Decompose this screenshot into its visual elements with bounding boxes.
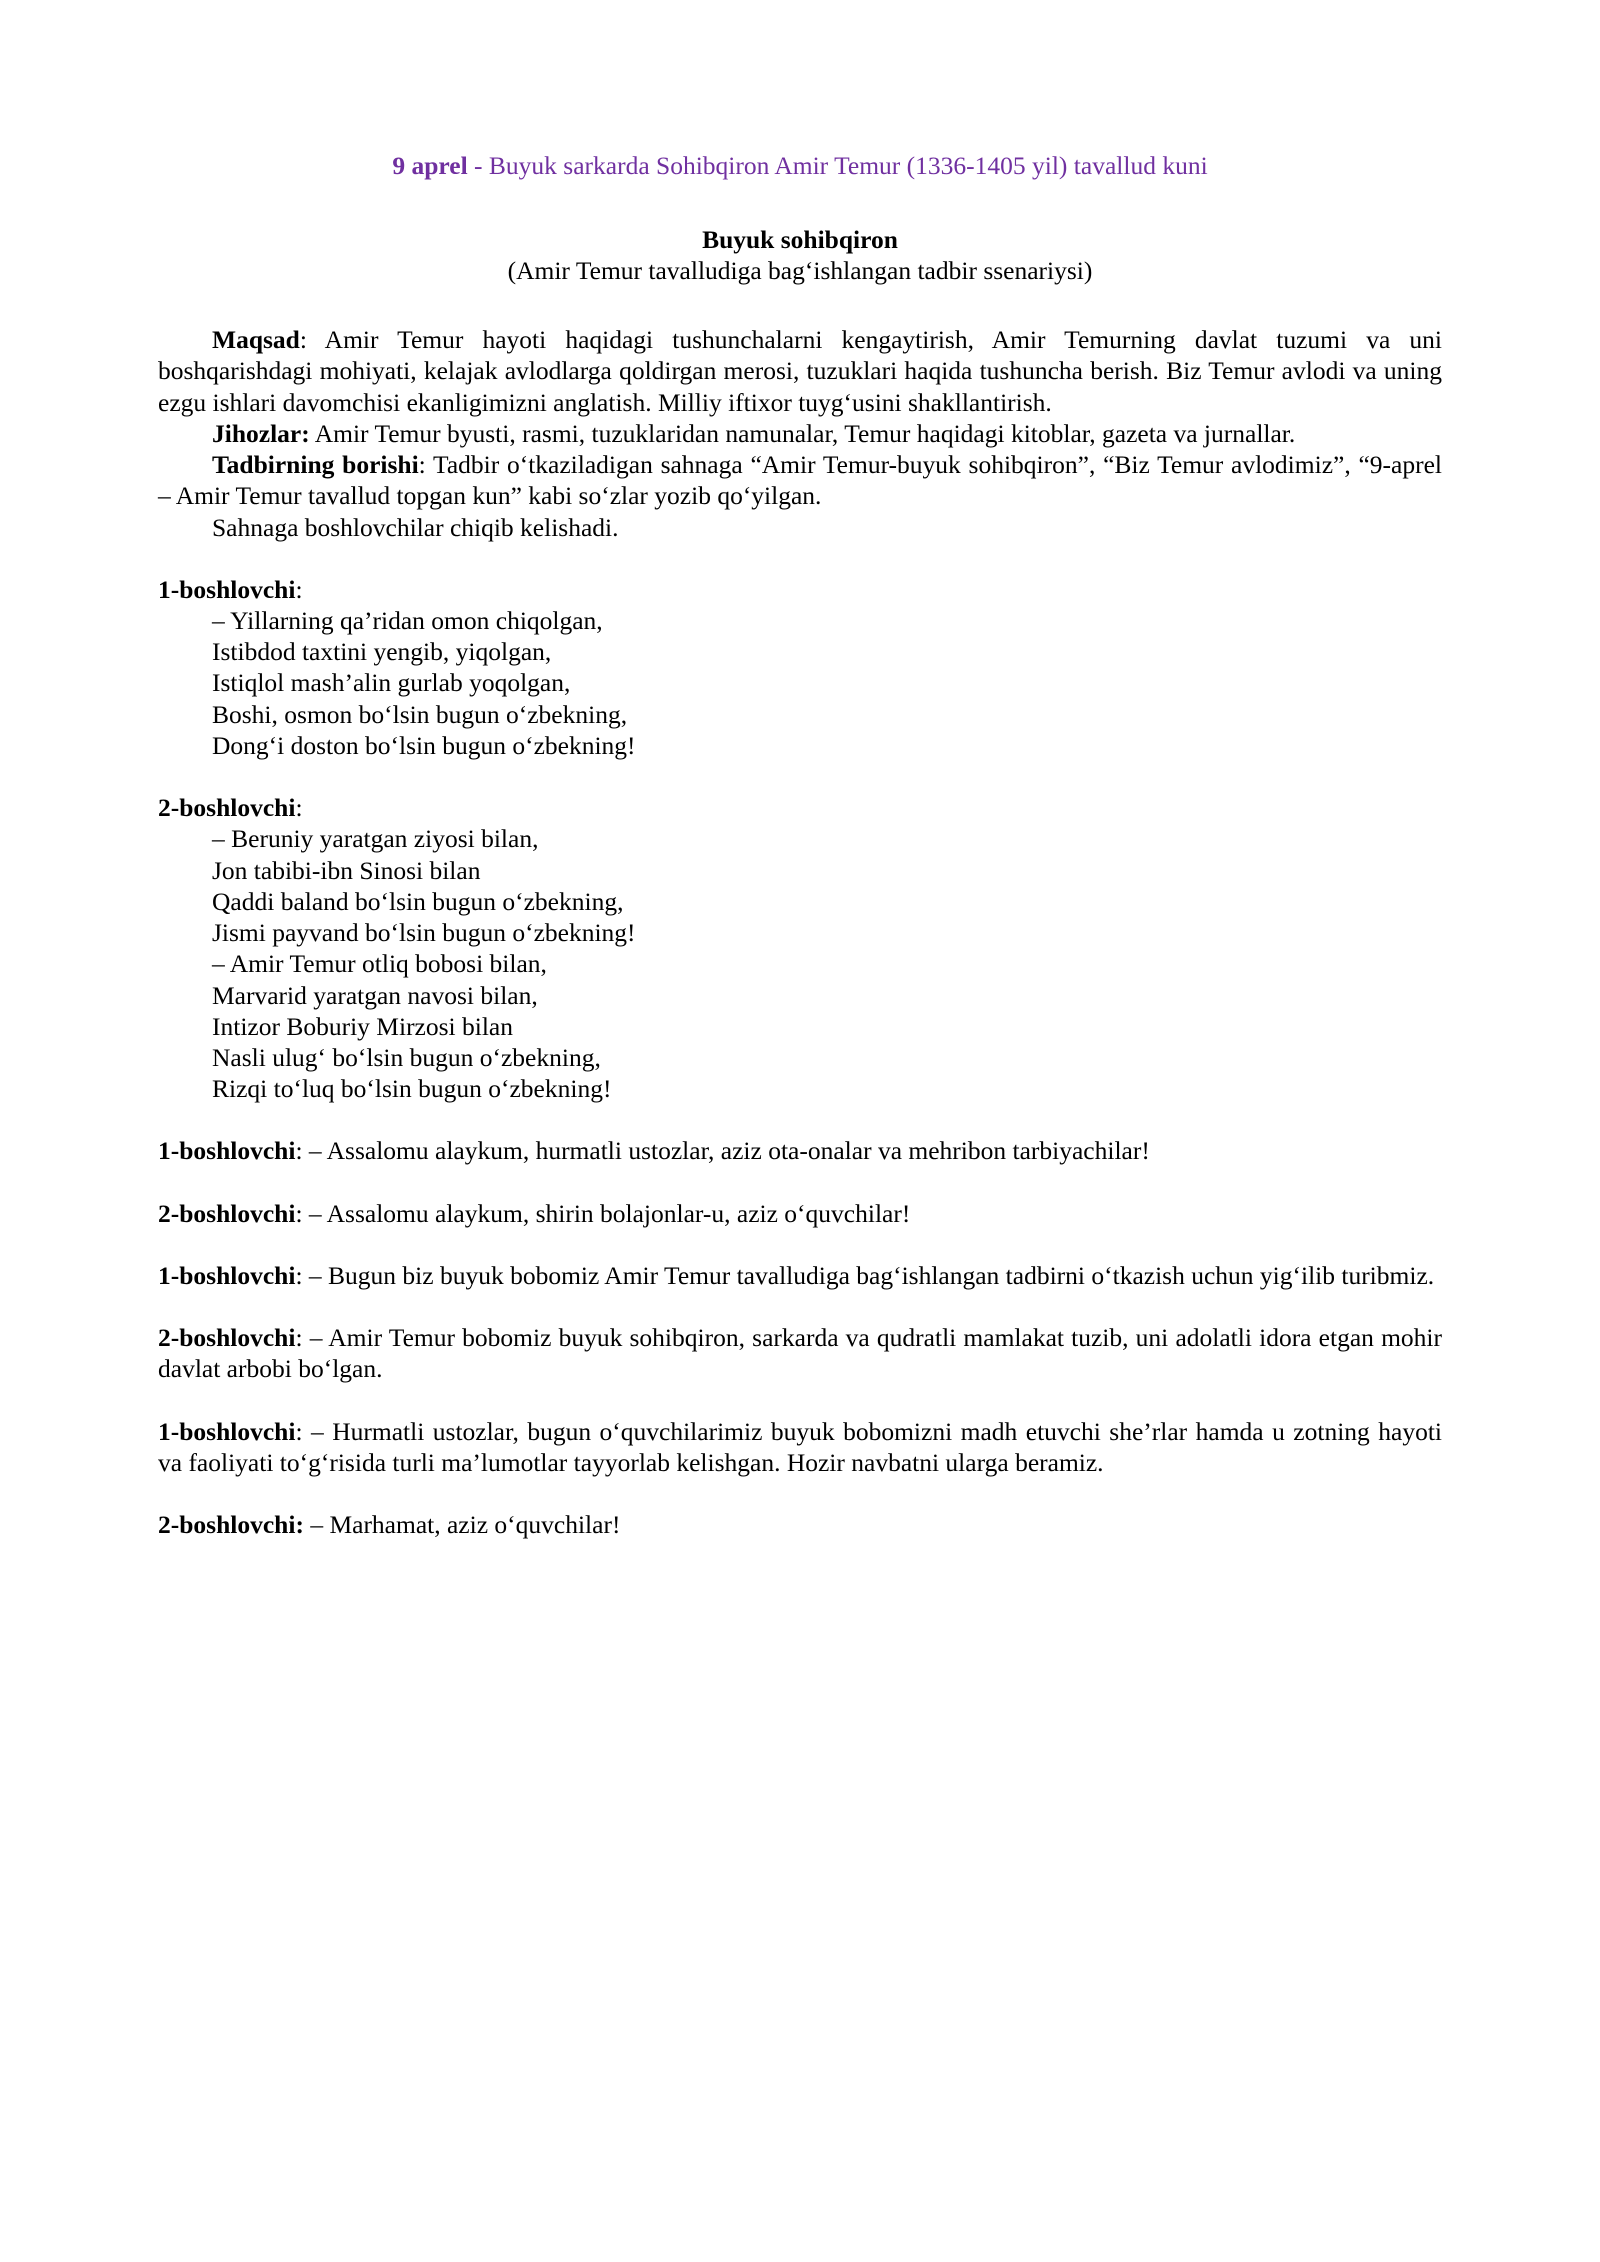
dialogue-line-2: [158, 1198, 1442, 1229]
dialogue-text: – Bugun biz buyuk bobomiz Amir Temur tavalludiga bag‘ishlangan tadbirni o‘tkazish uchun yig‘ilib turibmiz.: [302, 1260, 1435, 1290]
spacer: [158, 286, 1442, 324]
header-separator: -: [467, 151, 489, 180]
speaker-colon: :: [295, 1136, 303, 1166]
dialogue-line-6: [158, 1509, 1442, 1540]
speaker-colon: :: [295, 1416, 303, 1446]
poem-line: Istibdod taxtini yengib, yiqolgan,: [212, 637, 552, 667]
document-body: [158, 150, 1442, 1540]
spacer: [158, 543, 1442, 574]
speaker-colon: :: [295, 574, 303, 604]
poem-line: Qaddi baland bo‘lsin bugun o‘zbekning,: [212, 886, 624, 916]
poem-line: Jon tabibi-ibn Sinosi bilan: [212, 855, 481, 885]
spacer: [158, 761, 1442, 792]
label-tadbirning-borishi: Tadbirning borishi: [212, 450, 419, 480]
label-jihozlar: Jihozlar:: [212, 418, 310, 448]
poem-line: – Beruniy yaratgan ziyosi bilan,: [212, 824, 539, 854]
dialogue-text: – Assalomu alaykum, hurmatli ustozlar, aziz ota-onalar va mehribon tarbiyachilar!: [302, 1136, 1150, 1166]
text-tadbirning-borishi: : Tadbir o‘tkaziladigan sahnaga “Amir Temur-buyuk sohibqiron”, “Biz Temur avlodimiz”, “9-aprel – Amir Temur tavallud topgan kun” kabi so‘zlar yozib qo‘yilgan.: [158, 450, 1442, 511]
poem-line: Marvarid yaratgan navosi bilan,: [212, 980, 538, 1010]
poem-line: – Yillarning qa’ridan omon chiqolgan,: [212, 605, 603, 635]
poem-line: Nasli ulug‘ bo‘lsin bugun o‘zbekning,: [212, 1043, 601, 1073]
speaker-heading-1: [158, 574, 1442, 605]
speaker-name: 2-boshlovchi: [158, 1198, 296, 1228]
poem-line: Intizor Boburiy Mirzosi bilan: [212, 1011, 513, 1041]
paragraph-tadbirning-borishi: [158, 449, 1442, 511]
speaker-colon: :: [295, 1198, 303, 1228]
speaker-name: 2-boshlovchi: [158, 1323, 296, 1353]
speaker-name: 2-boshlovchi:: [158, 1510, 304, 1540]
speaker-name: 1-boshlovchi: [158, 1136, 296, 1166]
poem-line: Jismi payvand bo‘lsin bugun o‘zbekning!: [212, 918, 636, 948]
speaker-colon: :: [295, 1323, 303, 1353]
spacer: [158, 1229, 1442, 1260]
dialogue-text: – Hurmatli ustozlar, bugun o‘quvchilarimiz buyuk bobomizni madh etuvchi she’rlar hamda u zotning hayoti va faoliyati to‘g‘risida turli ma’lumotlar tayyorlab kelishgan. Hozir navbatni ularga beramiz.: [158, 1416, 1442, 1477]
speaker-name: 2-boshlovchi: [158, 793, 296, 823]
speaker-colon: :: [295, 1260, 303, 1290]
dialogue-text: – Marhamat, aziz o‘quvchilar!: [303, 1510, 621, 1540]
label-maqsad: Maqsad: [212, 325, 300, 355]
dialogue-text: – Amir Temur bobomiz buyuk sohibqiron, sarkarda va qudratli mamlakat tuzib, uni adolatli idora etgan mohir davlat arbobi bo‘lgan.: [158, 1323, 1442, 1384]
poem-line: Rizqi to‘luq bo‘lsin bugun o‘zbekning!: [212, 1074, 612, 1104]
poem-block-1: [158, 605, 1442, 761]
paragraph-maqsad: [158, 324, 1442, 418]
speaker-heading-2: [158, 792, 1442, 823]
spacer: [158, 1291, 1442, 1322]
paragraph-stage-direction: Sahnaga boshlovchilar chiqib kelishadi.: [212, 512, 619, 542]
dialogue-line-4: [158, 1322, 1442, 1384]
text-maqsad: : Amir Temur hayoti haqidagi tushunchalarni kengaytirish, Amir Temurning davlat tuzumi va uni boshqarishdagi mohiyati, kelajak avlodlarga qoldirgan merosi, tuzuklari haqida tushuncha berish. Biz Temur avlodi va uning ezgu ishlari davomchisi ekanligimizni anglatish. Milliy iftixor tuyg‘usini shakllantirish.: [158, 325, 1442, 417]
poem-block-2: [158, 823, 1442, 1104]
header-date: 9 aprel: [392, 151, 468, 180]
spacer: [158, 1385, 1442, 1416]
document-subtitle: (Amir Temur tavalludiga bag‘ishlangan tadbir ssenariysi): [507, 255, 1093, 285]
poem-line: Dong‘i doston bo‘lsin bugun o‘zbekning!: [212, 730, 636, 760]
spacer: [158, 1104, 1442, 1135]
document-header-line: [158, 150, 1442, 182]
speaker-name: 1-boshlovchi: [158, 1416, 296, 1446]
dialogue-line-3: [158, 1260, 1442, 1291]
dialogue-line-5: [158, 1416, 1442, 1478]
poem-line: – Amir Temur otliq bobosi bilan,: [212, 949, 547, 979]
poem-line: Boshi, osmon bo‘lsin bugun o‘zbekning,: [212, 699, 628, 729]
paragraph-jihozlar: [158, 418, 1442, 449]
speaker-name: 1-boshlovchi: [158, 1260, 296, 1290]
spacer: [158, 1167, 1442, 1198]
dialogue-line-1: [158, 1135, 1442, 1166]
speaker-colon: :: [295, 793, 303, 823]
spacer: [158, 1478, 1442, 1509]
header-subject: Buyuk sarkarda Sohibqiron Amir Temur (1336-1405 yil) tavallud kuni: [488, 151, 1208, 180]
speaker-name: 1-boshlovchi: [158, 574, 296, 604]
poem-line: Istiqlol mash’alin gurlab yoqolgan,: [212, 668, 571, 698]
dialogue-text: – Assalomu alaykum, shirin bolajonlar-u, aziz o‘quvchilar!: [302, 1198, 911, 1228]
text-jihozlar: Amir Temur byusti, rasmi, tuzuklaridan namunalar, Temur haqidagi kitoblar, gazeta va jurnallar.: [309, 418, 1296, 448]
document-title: Buyuk sohibqiron: [702, 224, 898, 254]
